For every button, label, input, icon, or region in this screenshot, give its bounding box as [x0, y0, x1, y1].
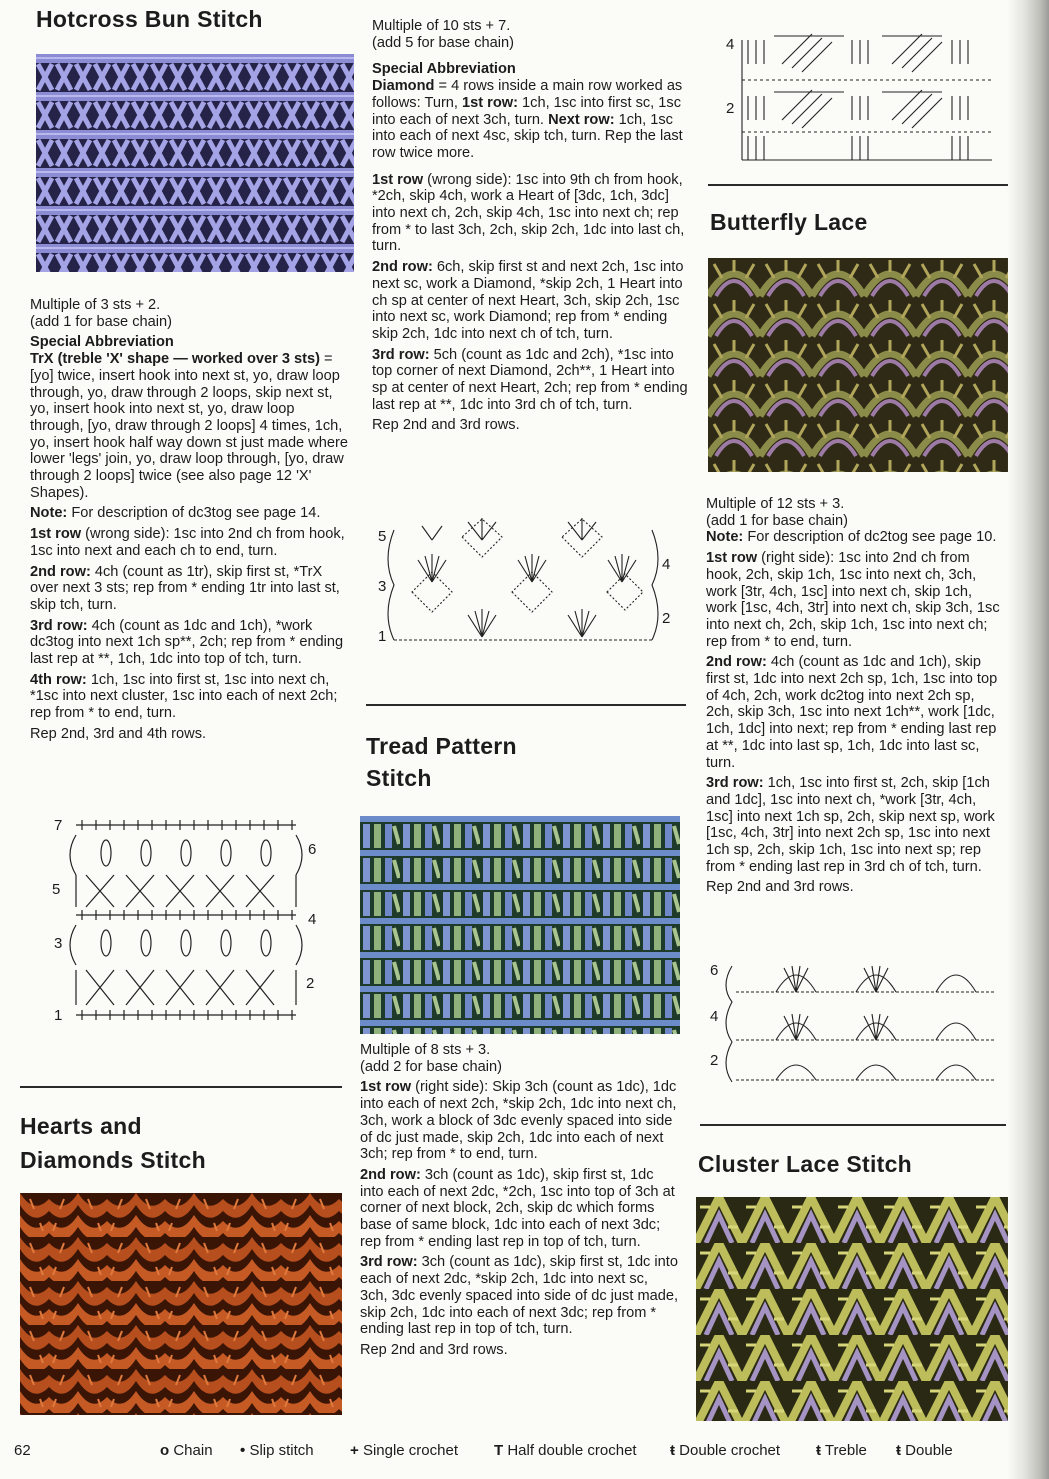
butterfly-base: (add 1 for base chain): [706, 512, 848, 529]
hotcross-multiple: Multiple of 3 sts + 2.: [30, 297, 161, 313]
tread-row1-text: (right side): Skip 3ch (count as 1dc), 1dc into each of next 2ch, *skip 2ch, 1dc into next ch, 3ch, work a block of 3dc evenly spaced into side of dc just made, skip 2ch, 1dc into each of next 3ch; rep from * to end, turn.: [360, 1079, 677, 1163]
diamond-next-row-label: Next row:: [548, 111, 615, 128]
butterfly-row1-label: 1st row: [706, 550, 758, 567]
tread-title-line2: Stitch: [366, 765, 432, 791]
hotcross-row2-label: 2nd row:: [30, 563, 91, 580]
butterfly-lace-swatch: [708, 258, 1008, 472]
hearts-row3-label: 3rd row:: [372, 346, 430, 363]
tread-title-line1: Tread Pattern: [366, 733, 517, 759]
hotcross-row-label-5: 5: [52, 881, 61, 898]
hearts-abbr-heading: Special Abbreviation: [372, 61, 516, 78]
hearts-title-line2: Diamonds Stitch: [20, 1147, 206, 1173]
trx-term: TrX (treble 'X' shape — worked over 3 sts): [30, 351, 320, 368]
tread-row1-label: 1st row: [360, 1079, 412, 1096]
treble-icon: ŧ: [816, 1442, 821, 1459]
column1-divider: [20, 1086, 342, 1088]
legend-single-crochet: + Single crochet: [350, 1442, 458, 1459]
hotcross-chart-diagram: [46, 815, 336, 1030]
butterfly-row2-label: 2nd row:: [706, 654, 767, 671]
hearts-row1-label: 1st row: [372, 171, 424, 188]
hearts-chart-diagram: [372, 512, 682, 650]
hotcross-note-label: Note:: [30, 505, 68, 522]
hearts-instructions: [372, 18, 690, 438]
hearts-row-label-4: 4: [662, 556, 671, 573]
hotcross-instructions: [30, 297, 348, 747]
tread-row3-text: 3ch (count as 1dc), skip first st, 1dc into each of next 2dc, *skip 2ch, 1dc into next sc, 3ch, 3dc evenly spaced into side of dc just made, skip 2ch, 1dc into each of next 3dc; rep from * ending last rep in top of tch, turn.: [360, 1254, 679, 1338]
hotcross-base: (add 1 for base chain): [30, 313, 172, 330]
hearts-row-label-5: 5: [378, 528, 387, 545]
chain-icon: o: [160, 1442, 170, 1459]
tread-repeat: Rep 2nd and 3rd rows.: [360, 1341, 508, 1358]
tread-row-label-2: 2: [726, 100, 735, 117]
hearts-multiple: Multiple of 10 sts + 7.: [372, 18, 511, 34]
hotcross-row4-text: 1ch, 1sc into first st, 1sc into next ch, *1sc into next cluster, 1sc into each of next 2ch; rep from * to end, turn.: [30, 671, 338, 722]
hotcross-row1-text: (wrong side): 1sc into 2nd ch from hook, 1sc into next and each ch to end, turn.: [30, 526, 345, 559]
tread-instructions: [360, 1042, 678, 1363]
tread-chart-diagram: [722, 20, 1012, 170]
diamond-definition: = 4 rows inside a main row worked as follows: Turn,: [372, 78, 683, 111]
tread-row3-label: 3rd row:: [360, 1254, 418, 1271]
butterfly-row3-label: 3rd row:: [706, 775, 764, 792]
hearts-row-label-2: 2: [662, 610, 671, 627]
hotcross-row3-text: 4ch (count as 1dc and 1ch), *work dc3tog into next 1ch sp**, 2ch; rep from * ending last rep at **, 1ch, 1dc into top of tch, turn.: [30, 617, 344, 668]
hearts-row2-text: 6ch, skip first st and next 2ch, 1sc into next sc, work a Diamond, *skip 2ch, 1 Heart into ch sp at center of next Heart, 3ch, skip 2ch, 1sc into next sc, work Diamond; rep from * ending skip 2ch, 1dc into next ch of tch, turn.: [372, 259, 684, 342]
hearts-title-line1: Hearts and: [20, 1113, 142, 1139]
hotcross-row1-label: 1st row: [30, 526, 82, 543]
legend-chain: o Chain: [160, 1442, 213, 1459]
hearts-row2-label: 2nd row:: [372, 259, 433, 276]
butterfly-row-label-6: 6: [710, 962, 719, 979]
book-spine-shadow: [1007, 0, 1049, 1479]
hotcross-row-label-1: 1: [54, 1007, 63, 1024]
slip-stitch-icon: •: [240, 1442, 246, 1459]
butterfly-lace-title: Butterfly Lace: [710, 209, 868, 235]
hotcross-repeat: Rep 2nd, 3rd and 4th rows.: [30, 725, 207, 742]
hotcross-row4-label: 4th row:: [30, 671, 87, 688]
hotcross-row-label-2: 2: [306, 975, 315, 992]
diamond-first-row-label: 1st row:: [462, 94, 518, 111]
tread-base: (add 2 for base chain): [360, 1058, 502, 1075]
butterfly-instructions: [706, 496, 1004, 900]
cluster-lace-swatch: [696, 1197, 1008, 1421]
hotcross-bun-swatch: [36, 54, 354, 272]
column3-divider-top: [708, 184, 1008, 186]
hotcross-row-label-4: 4: [308, 911, 317, 928]
footer-legend: [0, 1438, 1049, 1468]
hearts-base: (add 5 for base chain): [372, 34, 514, 51]
hotcross-row-label-6: 6: [308, 841, 317, 858]
page-number: 62: [14, 1442, 31, 1459]
hotcross-abbr-heading: Special Abbreviation: [30, 334, 174, 351]
column3-divider-bottom: [700, 1124, 1006, 1126]
legend-double-treble: ŧ Double: [896, 1442, 953, 1459]
hotcross-row3-label: 3rd row:: [30, 617, 88, 634]
hearts-row3-text: 5ch (count as 1dc and 2ch), *1sc into top corner of next Diamond, 2ch**, 1 Heart into sp at center of next Heart, 2ch; rep from * ending last rep at **, 1dc into 3rd ch of tch, turn.: [372, 346, 688, 413]
butterfly-note-text: For description of dc2tog see page 10.: [743, 529, 997, 546]
diamond-first-row-text: 1ch, 1sc into first sc, 1sc into each of next 3ch, turn.: [372, 94, 682, 128]
butterfly-row-label-4: 4: [710, 1008, 719, 1025]
hearts-repeat: Rep 2nd and 3rd rows.: [372, 417, 520, 434]
hotcross-row-label-3: 3: [54, 935, 63, 952]
single-crochet-icon: +: [350, 1442, 359, 1459]
half-double-crochet-icon: T: [494, 1442, 504, 1459]
diamond-term: Diamond: [372, 78, 435, 95]
butterfly-row2-text: 4ch (count as 1dc and 1ch), skip first st, 1dc into next 2ch sp, 1ch, 1sc into top of 4ch, 2ch, work dc2tog into next 2ch sp, 2ch, skip 3ch, 1sc into next 1ch**, work [1dc, 1ch, 1dc] into next; rep from * ending last rep at **, 1dc into last sp, 1ch, 1dc into last sc, turn.: [706, 654, 998, 771]
hotcross-row-label-7: 7: [54, 817, 63, 834]
column2-divider: [366, 704, 686, 706]
double-crochet-icon: ŧ: [670, 1442, 675, 1459]
butterfly-note-label: Note:: [706, 529, 744, 546]
diamond-next-row-text: 1ch, 1sc into each of next 4sc, skip tch, turn. Rep the last row twice more.: [372, 111, 683, 161]
butterfly-row1-text: (right side): 1sc into 2nd ch from hook, 2ch, skip 1ch, 1sc into next ch, 3ch, work [3tr, 4ch, 1sc] into next ch, skip 1ch, work [1sc, 4ch, 3tr] into next ch, skip 3ch, 1sc into next ch, 2ch, skip 1ch, 1sc into next ch; rep from * to end, turn.: [706, 550, 1000, 650]
double-treble-icon: ŧ: [896, 1442, 901, 1459]
legend-treble: ŧ Treble: [816, 1442, 867, 1459]
hotcross-note-text: For description of dc3tog see page 14.: [67, 505, 321, 522]
butterfly-multiple: Multiple of 12 sts + 3.: [706, 496, 845, 512]
hearts-row1-text: (wrong side): 1sc into 9th ch from hook, *2ch, skip 4ch, work a Heart of [3dc, 1ch, 3dc] into next ch, 2ch, skip 4ch, 1sc into next ch; rep from * to last 3ch, 2ch, skip 2ch, 1dc into last ch, turn.: [372, 171, 685, 255]
butterfly-chart-diagram: [706, 952, 1006, 1092]
legend-slip-stitch: • Slip stitch: [240, 1442, 314, 1459]
cluster-lace-title: Cluster Lace Stitch: [698, 1151, 913, 1177]
tread-row2-label: 2nd row:: [360, 1166, 421, 1183]
hearts-diamonds-swatch: [20, 1193, 342, 1415]
tread-multiple: Multiple of 8 sts + 3.: [360, 1042, 491, 1058]
hearts-row-label-3: 3: [378, 578, 387, 595]
butterfly-repeat: Rep 2nd and 3rd rows.: [706, 879, 854, 896]
tread-row2-text: 3ch (count as 1dc), skip first st, 1dc into each of next 2dc, *2ch, 1sc into top of 3ch at corner of next block, 2ch, skip dc which forms base of same block, 1dc into each of next 3dc; rep from * ending last rep in top of tch, turn.: [360, 1166, 675, 1250]
trx-definition: = [yo] twice, insert hook into next st, yo, draw loop through, yo, draw through 2 loops, skip next st, yo, insert hook into next st, yo, draw loop through, [yo, draw through 2 loops] 4 times, 1ch, yo, insert hook half way down st just made where lower 'legs' join, yo, draw loop through, [yo, draw through 2 loops] twice (see also page 12 'X' Shapes).: [30, 351, 348, 501]
tread-row-label-4: 4: [726, 36, 735, 53]
butterfly-row-label-2: 2: [710, 1052, 719, 1069]
hotcross-row2-text: 4ch (count as 1tr), skip first st, *TrX over next 3 sts; rep from * ending 1tr into last st, skip tch, turn.: [30, 563, 340, 613]
hearts-row-label-1: 1: [378, 628, 387, 645]
legend-double-crochet: ŧ Double crochet: [670, 1442, 781, 1459]
legend-half-double-crochet: T Half double crochet: [494, 1442, 637, 1459]
butterfly-row3-text: 1ch, 1sc into first st, 2ch, skip [1ch and 1dc], 1sc into next ch, *work [3tr, 4ch, 1sc] into next 1ch sp, 2ch, skip next sp, work [1sc, 4ch, 3tr] into next 2ch sp, 1sc into next 1ch sp, 2ch, skip 1ch, 1sc into next sp; rep from * ending last rep in 3rd ch of tch, turn.: [706, 775, 995, 875]
hotcross-bun-title: Hotcross Bun Stitch: [36, 6, 263, 32]
tread-pattern-swatch: [360, 816, 680, 1034]
